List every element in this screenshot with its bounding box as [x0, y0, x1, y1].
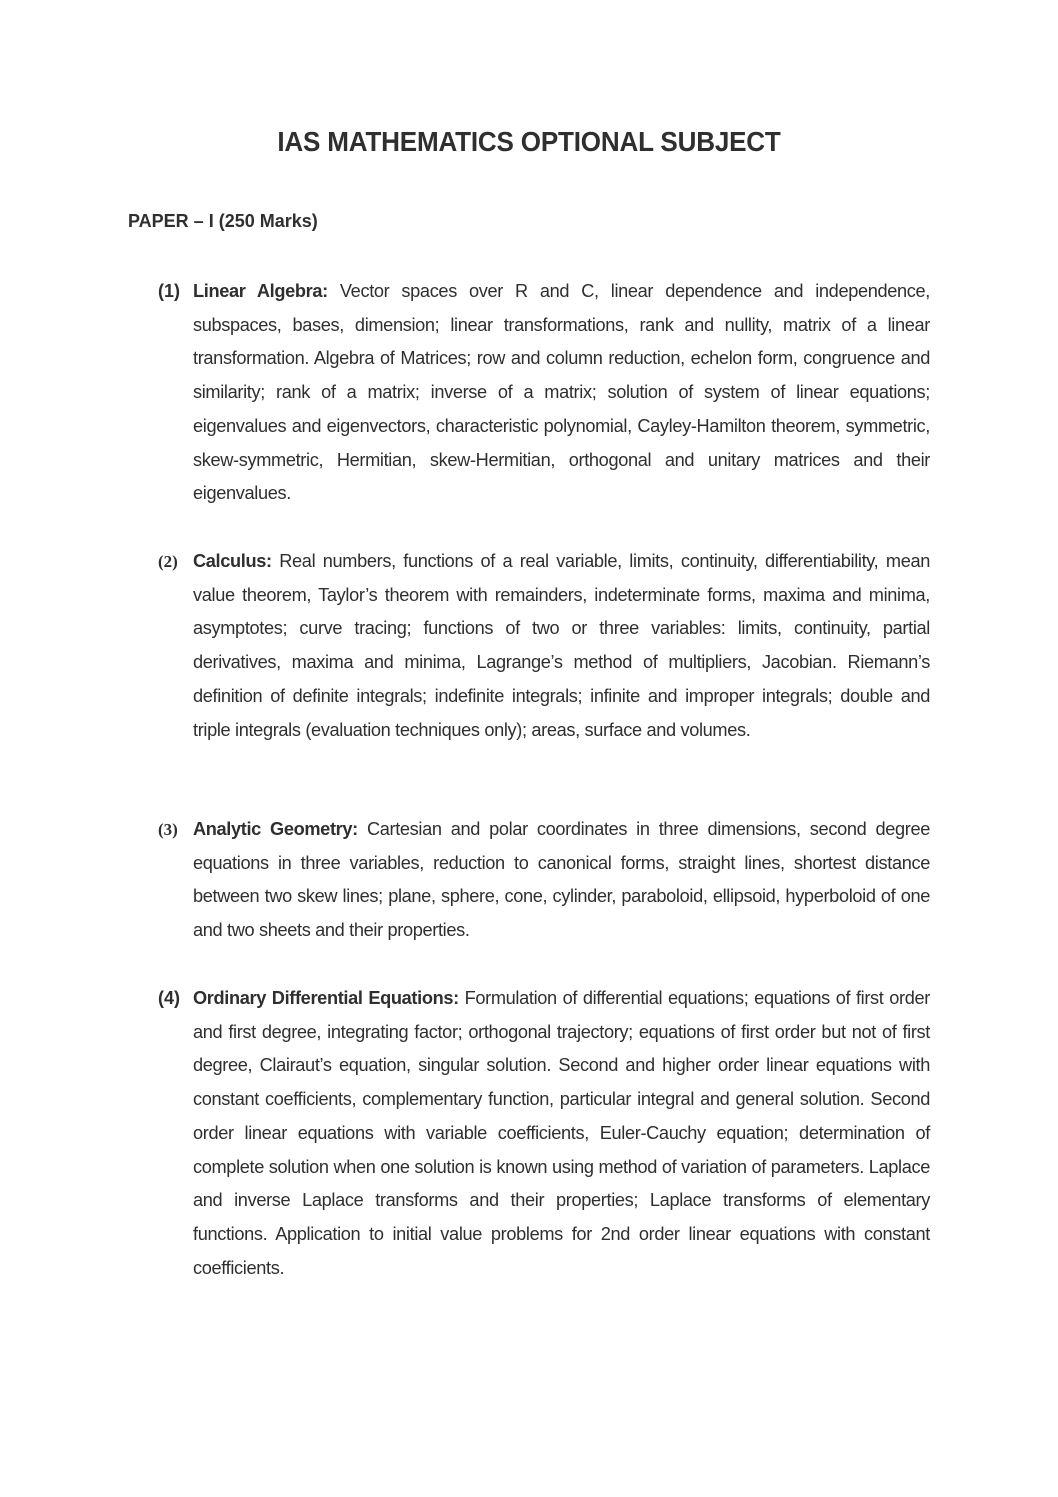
item-number: (4) [158, 988, 180, 1008]
syllabus-item-linear-algebra [158, 275, 930, 511]
syllabus-item-ordinary-differential-equations [158, 982, 930, 1285]
item-body [193, 545, 930, 747]
document-title: IAS MATHEMATICS OPTIONAL SUBJECT [277, 126, 781, 157]
item-body [193, 813, 930, 948]
syllabus-item-analytic-geometry [158, 813, 930, 948]
syllabus-item-calculus [158, 545, 930, 747]
item-text: Vector spaces over R and C, linear dependence and independence, subspaces, bases, dimension; linear transformations, rank and nullity, matrix of a linear transformation. Algebra of Matrices; row and column reduction, echelon form, congruence and similarity; rank of a matrix; inverse of a matrix; solution of system of linear equations; eigenvalues and eigenvectors, characteristic polynomial, Cayley-Hamilton theorem, symmetric, skew-symmetric, Hermitian, skew-Hermitian, orthogonal and unitary matrices and their eigenvalues. [193, 281, 931, 504]
item-number: (1) [158, 281, 180, 301]
item-number: (3) [158, 820, 178, 839]
item-text: Real numbers, functions of a real variable, limits, continuity, differentiability, mean value theorem, Taylor’s theorem with remainders, indeterminate forms, maxima and minima, asymptotes; curve tracing; functions of two or three variables: limits, continuity, partial derivatives, maxima and minima, Lagrange’s method of multipliers, Jacobian. Riemann’s definition of definite integrals; indefinite integrals; infinite and improper integrals; double and triple integrals (evaluation techniques only); areas, surface and volumes. [193, 551, 931, 740]
item-number: (2) [158, 552, 178, 571]
item-text: Cartesian and polar coordinates in three dimensions, second degree equations in three variables, reduction to canonical forms, straight lines, shortest distance between two skew lines; plane, sphere, cone, cylinder, paraboloid, ellipsoid, hyperboloid of one and two sheets and their properties. [193, 819, 930, 941]
item-text: Formulation of differential equations; equations of first order and first degree, integrating factor; orthogonal trajectory; equations of first order but not of first degree, Clairaut’s equation, singular solution. Second and higher order linear equations with constant coefficients, complementary function, particular integral and general solution. Second order linear equations with variable coefficients, Euler-Cauchy equation; determination of complete solution when one solution is known using method of variation of parameters. Laplace and inverse Laplace transforms and their properties; Laplace transforms of elementary functions. Application to initial value problems for 2nd order linear equations with constant coefficients. [193, 988, 930, 1278]
item-title: Linear Algebra: [193, 281, 328, 301]
paper-heading: PAPER – I (250 Marks) [128, 211, 318, 231]
item-body [193, 982, 930, 1285]
item-title: Ordinary Differential Equations: [193, 988, 459, 1008]
item-title: Analytic Geometry: [193, 819, 358, 839]
item-body [193, 275, 930, 511]
item-title: Calculus: [193, 551, 272, 571]
